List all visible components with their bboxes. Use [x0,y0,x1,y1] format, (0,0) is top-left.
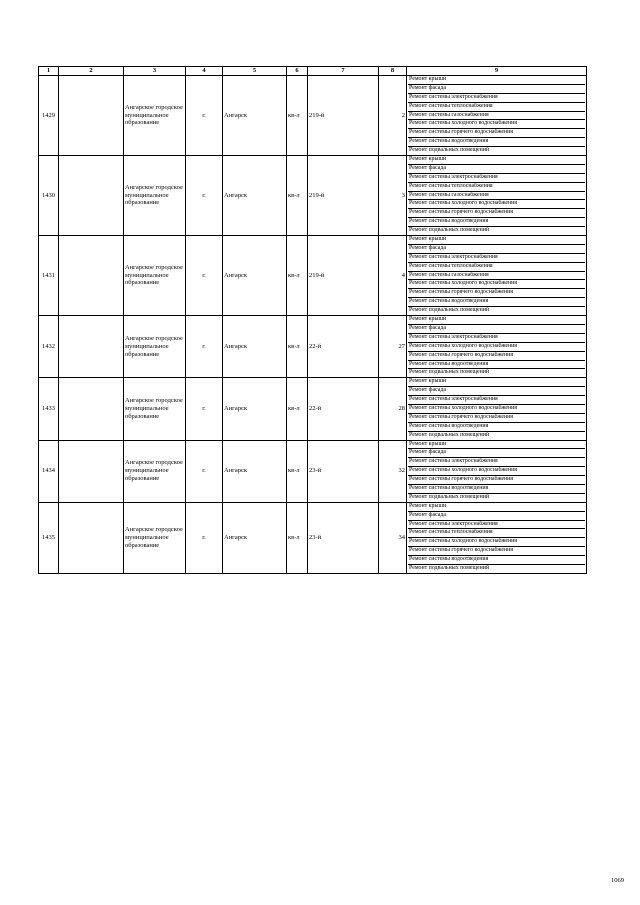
district-type-cell: кв-л [287,156,308,236]
column-header: 1 [39,67,59,76]
house-number-cell: 4 [379,236,407,316]
empty-cell [59,76,124,156]
work-item: Ремонт системы водоотведения [408,138,585,147]
table-row [39,502,587,573]
settlement-name-cell: Ангарск [223,156,287,236]
empty-cell [59,378,124,440]
district-cell: 22-й [308,378,379,440]
settlement-type-cell: г. [186,502,223,573]
work-item: Ремонт фасада [408,325,585,334]
house-number-cell: 28 [379,378,407,440]
row-number-cell: 1434 [39,440,59,502]
district-type-cell: кв-л [287,502,308,573]
settlement-type-cell: г. [186,440,223,502]
empty-cell [59,236,124,316]
work-item: Ремонт подвальных помещений [409,147,490,154]
house-number-cell: 32 [379,440,407,502]
row-number-cell: 1432 [39,316,59,378]
work-item: Ремонт крыши [408,236,585,245]
work-item: Ремонт системы теплоснабжения [408,263,585,272]
work-item: Ремонт фасада [408,387,585,396]
empty-cell [59,502,124,573]
table-row [39,156,587,236]
work-item: Ремонт крыши [408,503,585,512]
works-list-cell [407,502,587,573]
work-item: Ремонт системы водоотведения [408,485,585,494]
work-item: Ремонт системы электроснабжения [408,94,585,103]
district-cell: 22-й [308,316,379,378]
work-item: Ремонт системы электроснабжения [408,254,585,263]
district-cell: 219-й [308,156,379,236]
work-item: Ремонт системы холодного водоснабжения [408,343,585,352]
empty-cell [59,440,124,502]
work-item: Ремонт системы горячего водоснабжения [408,129,585,138]
settlement-name-cell: Ангарск [223,502,287,573]
work-item: Ремонт системы электроснабжения [408,174,585,183]
work-item: Ремонт крыши [408,156,585,165]
work-item: Ремонт системы холодного водоснабжения [408,200,585,209]
work-item: Ремонт системы горячего водоснабжения [408,414,585,423]
work-item: Ремонт системы горячего водоснабжения [408,289,585,298]
municipality-cell: Ангарское городское муниципальное образование [124,156,186,236]
district-type-cell: кв-л [287,316,308,378]
district-type-cell: кв-л [287,76,308,156]
district-type-cell: кв-л [287,236,308,316]
house-number-cell: 34 [379,502,407,573]
work-item: Ремонт фасада [408,512,585,521]
works-list-cell [407,378,587,440]
work-item: Ремонт системы водоотведения [408,556,585,565]
empty-cell [59,156,124,236]
table-body [39,76,587,574]
settlement-name-cell: Ангарск [223,76,287,156]
district-cell: 219-й [308,76,379,156]
row-number-cell: 1433 [39,378,59,440]
work-item: Ремонт системы водоотведения [408,361,585,370]
work-item: Ремонт системы теплоснабжения [408,103,585,112]
settlement-type-cell: г. [186,378,223,440]
column-header: 6 [287,67,308,76]
work-item: Ремонт фасада [408,449,585,458]
municipality-cell: Ангарское городское муниципальное образование [124,440,186,502]
house-number-cell: 3 [379,156,407,236]
work-item: Ремонт подвальных помещений [409,564,490,571]
page-number: 1069 [611,877,624,884]
work-item: Ремонт системы холодного водоснабжения [408,538,585,547]
work-item: Ремонт системы электроснабжения [408,396,585,405]
work-item: Ремонт системы водоотведения [408,298,585,307]
work-item: Ремонт системы электроснабжения [408,521,585,530]
settlement-name-cell: Ангарск [223,236,287,316]
work-item: Ремонт системы теплоснабжения [408,183,585,192]
row-number-cell: 1429 [39,76,59,156]
settlement-name-cell: Ангарск [223,440,287,502]
row-number-cell: 1431 [39,236,59,316]
work-item: Ремонт подвальных помещений [409,307,490,314]
house-number-cell: 2 [379,76,407,156]
works-list-cell [407,156,587,236]
work-item: Ремонт фасада [408,85,585,94]
municipality-cell: Ангарское городское муниципальное образование [124,76,186,156]
work-item: Ремонт системы горячего водоснабжения [408,547,585,556]
table-header-row [39,67,587,76]
work-item: Ремонт системы холодного водоснабжения [408,467,585,476]
table-row [39,440,587,502]
work-item: Ремонт системы теплоснабжения [408,529,585,538]
column-header: 3 [124,67,186,76]
work-item: Ремонт крыши [408,76,585,85]
column-header: 9 [407,67,587,76]
district-cell: 219-й [308,236,379,316]
work-item: Ремонт системы холодного водоснабжения [408,280,585,289]
settlement-type-cell: г. [186,316,223,378]
municipality-cell: Ангарское городское муниципальное образование [124,236,186,316]
work-item: Ремонт системы газоснабжения [408,192,585,201]
column-header: 8 [379,67,407,76]
table-row [39,316,587,378]
work-item: Ремонт системы холодного водоснабжения [408,405,585,414]
work-item: Ремонт подвальных помещений [409,431,490,438]
settlement-type-cell: г. [186,76,223,156]
district-type-cell: кв-л [287,440,308,502]
work-item: Ремонт системы водоотведения [408,423,585,432]
work-item: Ремонт системы горячего водоснабжения [408,352,585,361]
work-item: Ремонт системы электроснабжения [408,334,585,343]
work-item: Ремонт подвальных помещений [409,227,490,234]
work-item: Ремонт фасада [408,165,585,174]
column-header: 4 [186,67,223,76]
work-item: Ремонт крыши [408,316,585,325]
settlement-name-cell: Ангарск [223,378,287,440]
district-cell: 23-й [308,502,379,573]
work-item: Ремонт системы газоснабжения [408,112,585,121]
row-number-cell: 1435 [39,502,59,573]
works-list-cell [407,440,587,502]
work-item: Ремонт фасада [408,245,585,254]
works-list-cell [407,76,587,156]
work-item: Ремонт системы газоснабжения [408,272,585,281]
work-item: Ремонт системы горячего водоснабжения [408,476,585,485]
row-number-cell: 1430 [39,156,59,236]
house-number-cell: 27 [379,316,407,378]
settlement-type-cell: г. [186,156,223,236]
repair-program-table [38,66,587,574]
municipality-cell: Ангарское городское муниципальное образование [124,316,186,378]
table-row [39,236,587,316]
table-row [39,76,587,156]
work-item: Ремонт подвальных помещений [409,369,490,376]
column-header: 5 [223,67,287,76]
work-item: Ремонт подвальных помещений [409,493,490,500]
works-list-cell [407,316,587,378]
settlement-type-cell: г. [186,236,223,316]
table-row [39,378,587,440]
work-item: Ремонт крыши [408,441,585,450]
works-list-cell [407,236,587,316]
district-type-cell: кв-л [287,378,308,440]
empty-cell [59,316,124,378]
column-header: 7 [308,67,379,76]
work-item: Ремонт системы электроснабжения [408,458,585,467]
column-header: 2 [59,67,124,76]
municipality-cell: Ангарское городское муниципальное образование [124,502,186,573]
work-item: Ремонт крыши [408,378,585,387]
work-item: Ремонт системы водоотведения [408,218,585,227]
work-item: Ремонт системы горячего водоснабжения [408,209,585,218]
settlement-name-cell: Ангарск [223,316,287,378]
work-item: Ремонт системы холодного водоснабжения [408,120,585,129]
municipality-cell: Ангарское городское муниципальное образование [124,378,186,440]
district-cell: 23-й [308,440,379,502]
